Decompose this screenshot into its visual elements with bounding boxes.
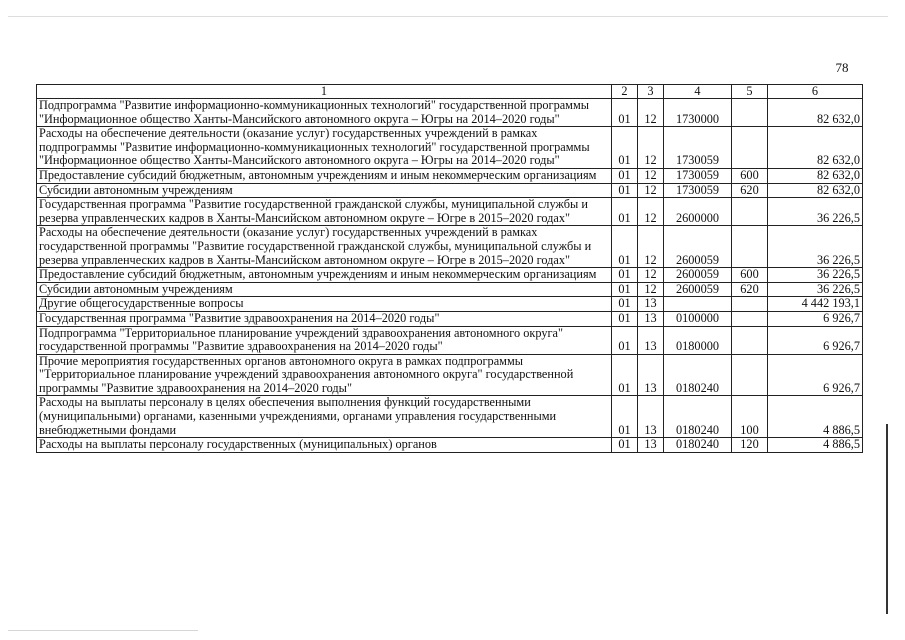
row-name-cell: Расходы на выплаты персоналу государственных (муниципальных) органов (37, 438, 612, 453)
row-section-cell: 01 (612, 438, 638, 453)
row-target-article-cell: 0180240 (664, 354, 732, 396)
row-subsection-cell: 13 (638, 311, 664, 326)
table-row (37, 226, 863, 268)
table-row (37, 297, 863, 312)
header-col-5: 5 (732, 85, 768, 99)
row-expense-type-cell: 100 (732, 396, 768, 438)
row-target-article-cell: 1730000 (664, 99, 732, 127)
table-row (37, 438, 863, 453)
row-subsection-cell: 13 (638, 438, 664, 453)
table-row (37, 326, 863, 354)
header-col-6: 6 (768, 85, 863, 99)
table-row (37, 311, 863, 326)
row-section-cell: 01 (612, 297, 638, 312)
row-subsection-cell: 13 (638, 297, 664, 312)
header-col-1: 1 (37, 85, 612, 99)
row-name-cell: Подпрограмма "Развитие информационно-коммуникационных технологий" государственной программы "Информационное общество Ханты-Мансийского автономного округа – Югры на 2014–2020 годы" (37, 99, 612, 127)
row-target-article-cell: 1730059 (664, 183, 732, 198)
row-section-cell: 01 (612, 396, 638, 438)
row-expense-type-cell (732, 198, 768, 226)
page-number: 78 (835, 60, 849, 75)
row-target-article-cell: 0180000 (664, 326, 732, 354)
row-section-cell: 01 (612, 268, 638, 283)
row-name-cell: Подпрограмма "Территориальное планирование учреждений здравоохранения автономного округа" государственной программы "Развитие здравоохранения на 2014–2020 годы" (37, 326, 612, 354)
row-target-article-cell: 2600000 (664, 198, 732, 226)
row-section-cell: 01 (612, 354, 638, 396)
table-row (37, 168, 863, 183)
scan-artifact-bottom (8, 630, 198, 631)
row-expense-type-cell: 620 (732, 183, 768, 198)
row-sum-cell: 36 226,5 (768, 226, 863, 268)
row-expense-type-cell: 620 (732, 282, 768, 297)
row-sum-cell: 36 226,5 (768, 198, 863, 226)
row-target-article-cell: 2600059 (664, 282, 732, 297)
row-sum-cell: 82 632,0 (768, 127, 863, 169)
row-section-cell: 01 (612, 168, 638, 183)
row-name-cell: Предоставление субсидий бюджетным, автономным учреждениям и иным некоммерческим организациям (37, 168, 612, 183)
row-subsection-cell: 12 (638, 268, 664, 283)
header-col-2: 2 (612, 85, 638, 99)
row-expense-type-cell (732, 297, 768, 312)
budget-table (36, 84, 863, 453)
row-section-cell: 01 (612, 99, 638, 127)
row-name-cell: Расходы на выплаты персоналу в целях обеспечения выполнения функций государственными (муниципальными) органами, казенными учреждениями, органами управления государственными внебюджетными фондами (37, 396, 612, 438)
row-target-article-cell: 1730059 (664, 127, 732, 169)
row-target-article-cell: 1730059 (664, 168, 732, 183)
row-target-article-cell: 2600059 (664, 226, 732, 268)
row-subsection-cell: 12 (638, 226, 664, 268)
row-target-article-cell: 2600059 (664, 268, 732, 283)
table-row (37, 282, 863, 297)
row-expense-type-cell (732, 99, 768, 127)
row-sum-cell: 6 926,7 (768, 326, 863, 354)
header-col-4: 4 (664, 85, 732, 99)
table-row (37, 268, 863, 283)
table-row (37, 183, 863, 198)
row-section-cell: 01 (612, 183, 638, 198)
scan-artifact-top (8, 16, 888, 17)
row-subsection-cell: 12 (638, 198, 664, 226)
row-sum-cell: 36 226,5 (768, 268, 863, 283)
row-subsection-cell: 12 (638, 99, 664, 127)
row-section-cell: 01 (612, 326, 638, 354)
row-name-cell: Субсидии автономным учреждениям (37, 183, 612, 198)
row-subsection-cell: 13 (638, 354, 664, 396)
row-expense-type-cell: 120 (732, 438, 768, 453)
row-subsection-cell: 13 (638, 396, 664, 438)
row-name-cell: Государственная программа "Развитие здравоохранения на 2014–2020 годы" (37, 311, 612, 326)
row-subsection-cell: 12 (638, 282, 664, 297)
row-sum-cell: 4 886,5 (768, 396, 863, 438)
header-row (37, 85, 863, 99)
row-subsection-cell: 12 (638, 183, 664, 198)
table-row (37, 396, 863, 438)
row-name-cell: Предоставление субсидий бюджетным, автономным учреждениям и иным некоммерческим организациям (37, 268, 612, 283)
row-name-cell: Расходы на обеспечение деятельности (оказание услуг) государственных учреждений в рамках подпрограммы "Развитие информационно-коммуникационных технологий" государственной программы "Информационное общество Ханты-Мансийского автономного округа – Югры на 2014–2020 годы" (37, 127, 612, 169)
row-section-cell: 01 (612, 198, 638, 226)
row-sum-cell: 4 886,5 (768, 438, 863, 453)
row-sum-cell: 82 632,0 (768, 183, 863, 198)
row-name-cell: Другие общегосударственные вопросы (37, 297, 612, 312)
row-sum-cell: 82 632,0 (768, 99, 863, 127)
row-expense-type-cell (732, 226, 768, 268)
row-sum-cell: 82 632,0 (768, 168, 863, 183)
row-expense-type-cell: 600 (732, 268, 768, 283)
row-expense-type-cell (732, 326, 768, 354)
row-expense-type-cell (732, 354, 768, 396)
row-target-article-cell (664, 297, 732, 312)
table-row (37, 99, 863, 127)
row-name-cell: Расходы на обеспечение деятельности (оказание услуг) государственных учреждений в рамках государственной программы "Развитие государственной гражданской службы, муниципальной службы и резерва управленческих кадров в Ханты-Мансийском автономном округе – Югре в 2015–2020 годах" (37, 226, 612, 268)
row-sum-cell: 6 926,7 (768, 311, 863, 326)
row-subsection-cell: 13 (638, 326, 664, 354)
table-row (37, 354, 863, 396)
row-section-cell: 01 (612, 282, 638, 297)
row-subsection-cell: 12 (638, 168, 664, 183)
header-col-3: 3 (638, 85, 664, 99)
row-name-cell: Субсидии автономным учреждениям (37, 282, 612, 297)
table-row (37, 198, 863, 226)
row-subsection-cell: 12 (638, 127, 664, 169)
row-name-cell: Государственная программа "Развитие государственной гражданской службы, муниципальной службы и резерва управленческих кадров в Ханты-Мансийском автономном округе – Югре в 2015–2020 годах" (37, 198, 612, 226)
row-name-cell: Прочие мероприятия государственных органов автономного округа в рамках подпрограммы "Территориальное планирование учреждений здравоохранения автономного округа" государственной программы "Развитие здравоохранения на 2014–2020 годы" (37, 354, 612, 396)
row-section-cell: 01 (612, 311, 638, 326)
row-target-article-cell: 0100000 (664, 311, 732, 326)
row-expense-type-cell (732, 311, 768, 326)
row-sum-cell: 36 226,5 (768, 282, 863, 297)
table-row (37, 127, 863, 169)
row-target-article-cell: 0180240 (664, 438, 732, 453)
row-sum-cell: 4 442 193,1 (768, 297, 863, 312)
row-expense-type-cell: 600 (732, 168, 768, 183)
row-section-cell: 01 (612, 226, 638, 268)
row-section-cell: 01 (612, 127, 638, 169)
row-expense-type-cell (732, 127, 768, 169)
row-target-article-cell: 0180240 (664, 396, 732, 438)
scan-edge-line (886, 424, 888, 614)
row-sum-cell: 6 926,7 (768, 354, 863, 396)
